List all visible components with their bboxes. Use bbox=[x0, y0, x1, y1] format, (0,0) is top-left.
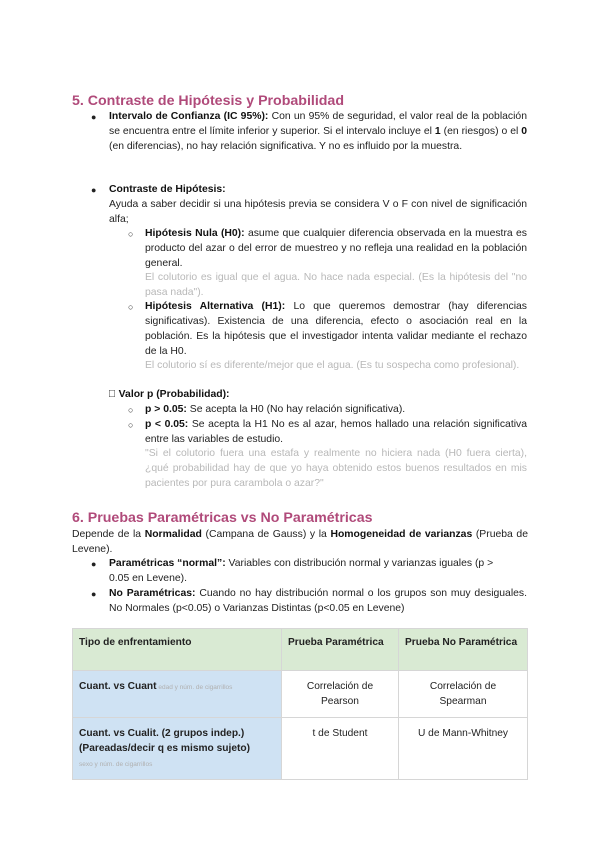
intro-homogeneidad: Homogeneidad de varianzas bbox=[330, 529, 473, 540]
valor-p-label:   Valor p (Probabilidad): bbox=[108, 389, 230, 400]
row-note: sexo y núm. de cigarrillos bbox=[79, 761, 153, 768]
table-row bbox=[73, 671, 528, 718]
ic-mid: (en riesgos) o el bbox=[440, 126, 522, 137]
ch-text: Ayuda a saber decidir si una hipótesis previa se considera V o F con nivel de significación alfa; bbox=[109, 199, 527, 225]
intro-c: (Prueba de Levene). bbox=[72, 529, 528, 555]
intro-normalidad: Normalidad bbox=[144, 529, 202, 540]
h0-paragraph bbox=[145, 226, 527, 271]
bullet: ● bbox=[91, 589, 97, 599]
p2-paragraph bbox=[145, 417, 527, 447]
intro-b: (Campana de Gauss) y la bbox=[201, 529, 331, 540]
header-cell: Tipo de enfrentamiento bbox=[73, 629, 282, 671]
valor-p-heading bbox=[108, 387, 528, 402]
bullet: ○ bbox=[128, 405, 134, 415]
section-6-title: 6. Pruebas Paramétricas vs No Paramétricas bbox=[72, 510, 373, 526]
h0-label: Hipótesis Nula (H0): bbox=[145, 228, 245, 239]
p-note: "Si el colutorio fuera una estafa y realmente no hiciera nada (H0 fuera cierta), ¿qué probabilidad hay de que yo haya obtenido estos buenos resultados en mis pacientes por pura carambola o azar?" bbox=[145, 448, 527, 489]
table-header-row bbox=[73, 629, 528, 671]
ic-paragraph bbox=[109, 109, 527, 154]
param-cell: Correlación de Pearson bbox=[282, 671, 399, 718]
row-type-cell bbox=[73, 671, 282, 718]
ic-one: 1 bbox=[434, 126, 441, 137]
p2-text: Se acepta la H1 No es al azar, hemos hallado una relación significativa entre las variables de estudio. bbox=[145, 419, 527, 445]
intro-a: Depende de la bbox=[72, 529, 145, 540]
bullet: ● bbox=[91, 185, 97, 195]
h1-note: El colutorio sí es diferente/mejor que el agua. (Es tu sospecha como profesional). bbox=[145, 360, 520, 371]
s6-intro bbox=[72, 527, 528, 557]
h1-paragraph bbox=[145, 299, 527, 359]
noparam-cell: U de Mann-Whitney bbox=[399, 718, 528, 780]
noparam-paragraph bbox=[109, 586, 527, 616]
p1-paragraph bbox=[145, 402, 527, 417]
noparam-text: Cuando no hay distribución normal o los grupos son muy desiguales. No Normales (p<0.05) o Varianzas Distintas (p<0.05 en Levene) bbox=[109, 588, 528, 614]
tests-table bbox=[72, 628, 528, 780]
param-text: Variables con distribución normal y varianzas iguales (p > 0.05 en Levene). bbox=[109, 558, 494, 584]
p1-text: Se acepta la H0 (No hay relación significativa). bbox=[186, 404, 406, 415]
bullet: ○ bbox=[128, 420, 134, 430]
h1-label: Hipótesis Alternativa (H1): bbox=[145, 301, 286, 312]
bullet: ● bbox=[91, 559, 97, 569]
bullet: ● bbox=[91, 112, 97, 122]
p2-label: p < 0.05: bbox=[145, 419, 189, 430]
bullet: ○ bbox=[128, 302, 134, 312]
header-cell: Prueba No Paramétrica bbox=[399, 629, 528, 671]
h0-note: El colutorio es igual que el agua. No hace nada especial. (Es la hipótesis del "no pasa nada"). bbox=[145, 272, 527, 298]
param-label: Paramétricas “normal”: bbox=[109, 558, 226, 569]
p1-label: p > 0.05: bbox=[145, 404, 187, 415]
h0-text: asume que cualquier diferencia observada en la muestra es producto del azar o del error de muestreo y no refleja una realidad en la población general. bbox=[145, 228, 527, 269]
noparam-label: No Paramétricas: bbox=[109, 588, 196, 599]
param-cell: t de Student bbox=[282, 718, 399, 780]
header-cell: Prueba Paramétrica bbox=[282, 629, 399, 671]
bullet: ○ bbox=[128, 229, 134, 239]
ic-text: Con un 95% de seguridad, el valor real de la población se encuentra entre el límite inferior y superior. Si el intervalo incluye el bbox=[109, 111, 527, 137]
row-type: Cuant. vs Cuant bbox=[79, 681, 157, 692]
section-5-title: 5. Contraste de Hipótesis y Probabilidad bbox=[72, 93, 344, 109]
ic-label: Intervalo de Confianza (IC 95%): bbox=[109, 111, 269, 122]
ch-label: Contraste de Hipótesis: bbox=[109, 184, 226, 195]
row-note: edad y núm. de cigarrillos bbox=[156, 684, 233, 691]
row-type-cell bbox=[73, 718, 282, 780]
ch-paragraph bbox=[109, 182, 527, 227]
row-type: Cuant. vs Cualit. (2 grupos indep.) (Pareadas/decir q es mismo sujeto) bbox=[79, 728, 250, 754]
ic-zero: 0 bbox=[521, 126, 528, 137]
param-paragraph bbox=[109, 556, 509, 586]
noparam-cell: Correlación de Spearman bbox=[399, 671, 528, 718]
ic-end: (en diferencias), no hay relación significativa. Y no es influido por la muestra. bbox=[109, 141, 463, 152]
table-row bbox=[73, 718, 528, 780]
h1-text: Lo que queremos demostrar (hay diferencias significativas). Existencia de una diferencia, efecto o asociación real en la población. Es la hipótesis que el investigador intenta validar mediante el rechazo de la H0. bbox=[145, 301, 527, 357]
